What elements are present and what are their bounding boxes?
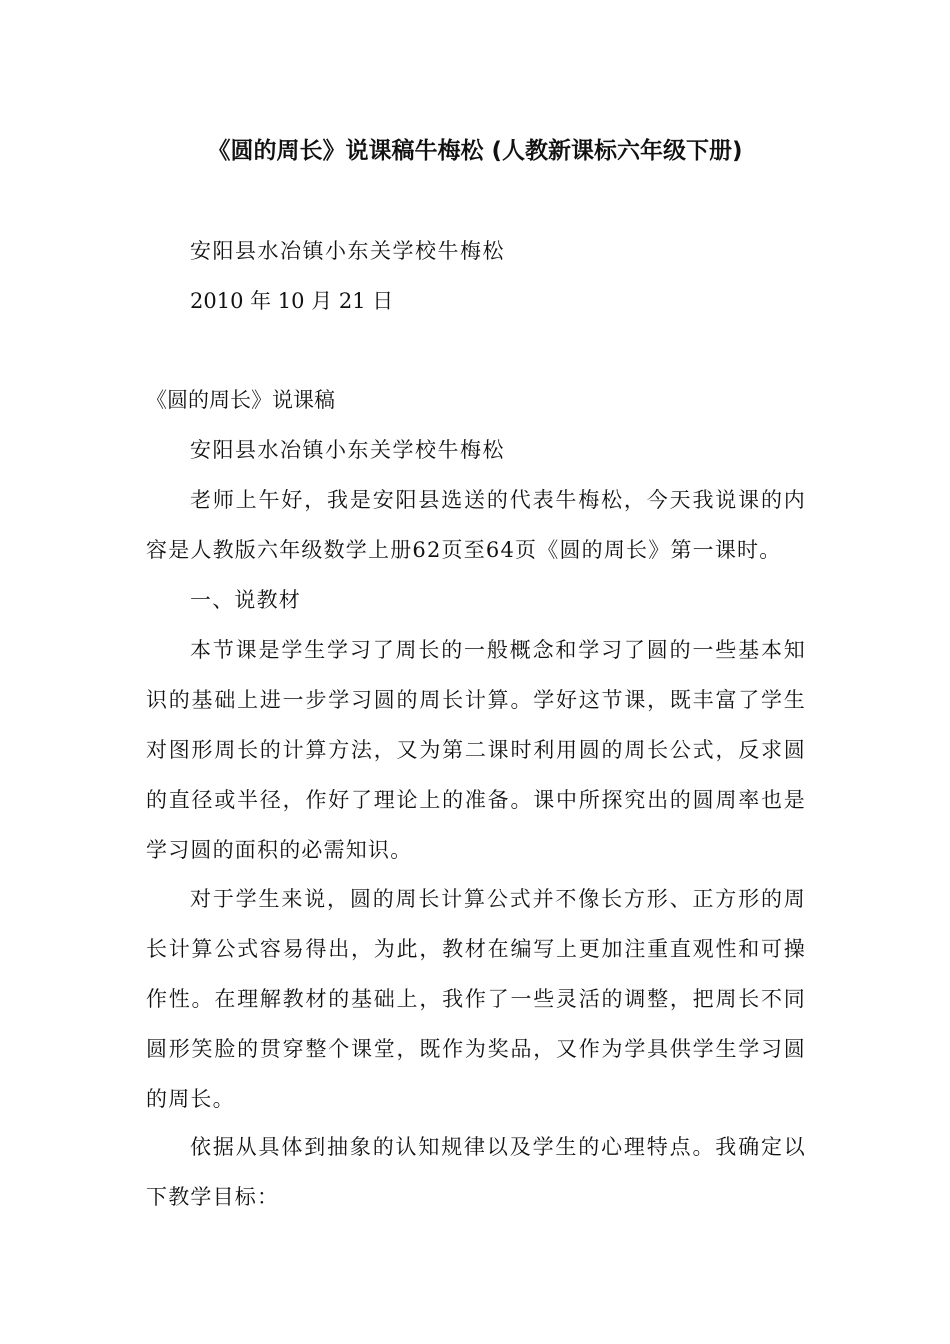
section-heading: 《圆的周长》说课稿 [146, 388, 335, 412]
date-line: 2010 年 10 月 21 日 [190, 289, 394, 313]
author-line: 安阳县水冶镇小东关学校牛梅松 [190, 239, 505, 263]
paragraph-teaching-goals-intro: 依据从具体到抽象的认知规律以及学生的心理特点。我确定以下教学目标： [146, 1135, 806, 1209]
paragraph-textbook-analysis: 本节课是学生学习了周长的一般概念和学习了圆的一些基本知识的基础上进一步学习圆的周长计算。学好这节课，既丰富了学生对图形周长的计算方法，又为第二课时利用圆的周长公式，反求圆的直径或半径，作好了理论上的准备。课中所探究出的圆周率也是学习圆的面积的必需知识。 [146, 638, 806, 862]
author-line-2: 安阳县水冶镇小东关学校牛梅松 [190, 438, 505, 462]
paragraph-student-analysis: 对于学生来说，圆的周长计算公式并不像长方形、正方形的周长计算公式容易得出，为此，教材在编写上更加注重直观性和可操作性。在理解教材的基础上，我作了一些灵活的调整，把周长不同圆形笑脸的贯穿整个课堂，既作为奖品，又作为学具供学生学习圆的周长。 [146, 887, 806, 1111]
document-title: 《圆的周长》说课稿牛梅松 (人教新课标六年级下册) [207, 138, 743, 164]
paragraph-greeting: 老师上午好，我是安阳县选送的代表牛梅松，今天我说课的内容是人教版六年级数学上册62页至64页《圆的周长》第一课时。 [146, 488, 806, 562]
paragraph-section-one-heading: 一、说教材 [190, 588, 301, 612]
